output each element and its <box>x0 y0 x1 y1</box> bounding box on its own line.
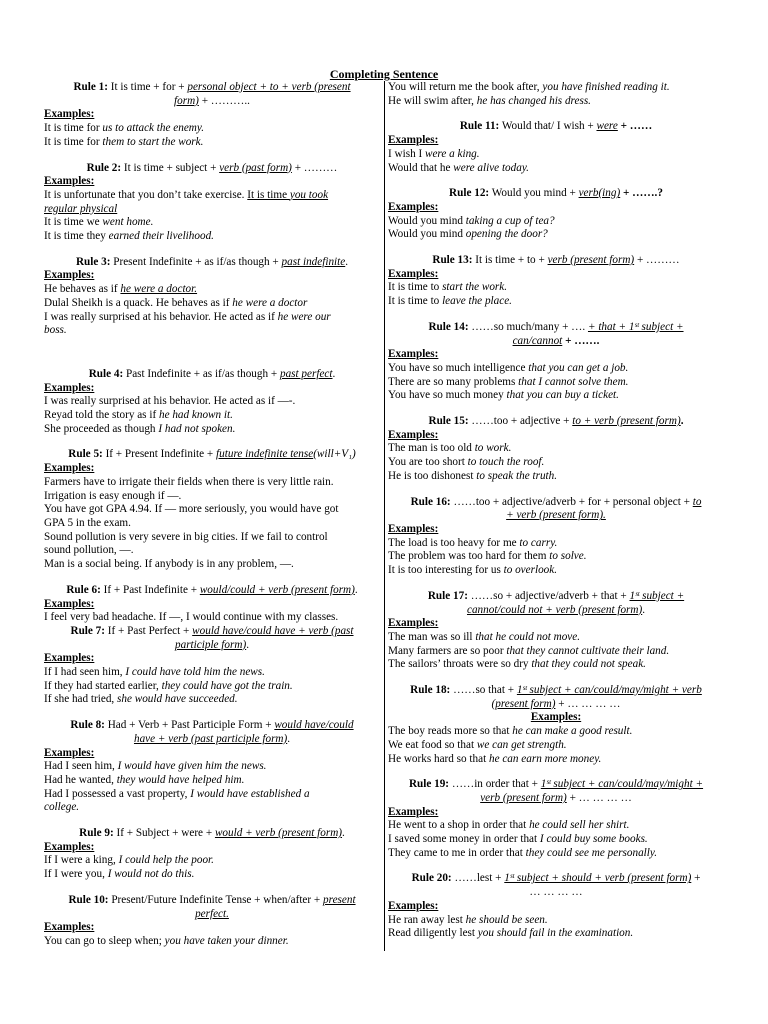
example-line: I wish I were a king. <box>388 147 480 160</box>
example-line: Sound pollution is very severe in big cities. If we fail to control sound pollution, —. <box>44 530 328 557</box>
example-line: They came to me in order that they could see me personally. <box>388 846 658 859</box>
examples-label: Examples: <box>44 381 95 394</box>
example-line: Reyad told the story as if he had known it. <box>44 409 233 422</box>
rule-18 <box>388 684 724 766</box>
example-line: It is unfortunate that you don’t take exercise. It is time you took regular physical <box>44 188 329 215</box>
example-line: I was really surprised at his behavior. He acted as if he were our boss. <box>44 310 331 337</box>
example-line: If they had started earlier, they could have got the train. <box>44 679 293 692</box>
example-line: You have got GPA 4.94. If — more seriously, you would have got GPA 5 in the exam. <box>44 503 339 529</box>
example-line: Would that he were alive today. <box>388 161 529 174</box>
rule-3 <box>44 256 380 338</box>
rule-20 <box>388 872 724 941</box>
example-line: He is too dishonest to speak the truth. <box>388 469 558 482</box>
examples-label: Examples: <box>44 108 95 121</box>
example-line: He behaves as if he were a doctor. <box>44 283 198 296</box>
example-line: Dulal Sheikh is a quack. He behaves as if he were a doctor <box>44 296 308 309</box>
example-line: He will swim after, he has changed his dress. <box>388 94 591 107</box>
rule-heading: Rule 1: It is time + for + personal object + to + verb (present form) + ……….. <box>73 81 351 107</box>
examples-label: Examples: <box>388 348 439 361</box>
example-line: You are too short to touch the roof. <box>388 456 545 469</box>
example-line: I feel very bad headache. If —, I would continue with my classes. <box>44 611 339 624</box>
rule-14 <box>388 321 724 403</box>
example-line: The man was so ill that he could not move. <box>388 630 581 643</box>
rule-heading: Rule 18: ……so that + 1ˢᵗ subject + can/could/may/might + verb (present form) + … … … … <box>410 684 702 710</box>
example-line: He works hard so that he can earn more money. <box>388 752 602 765</box>
examples-label: Examples: <box>44 652 95 665</box>
page-title: Completing Sentence <box>329 67 439 81</box>
example-line: Would you mind opening the door? <box>388 228 548 241</box>
rule-heading: Rule 13: It is time + to + verb (present form) + ……… <box>432 254 680 267</box>
example-line: He went to a shop in order that he could sell her shirt. <box>388 819 630 832</box>
example-line: It is time for us to attack the enemy. <box>44 122 205 135</box>
examples-label: Examples: <box>388 522 439 535</box>
rule-heading: Rule 9: If + Subject + were + would + verb (present form). <box>79 827 345 840</box>
rule-15 <box>388 415 724 484</box>
example-line: It is time to leave the place. <box>388 295 512 308</box>
rule-2 <box>44 162 380 244</box>
rule-10-continued <box>388 81 724 108</box>
rule-heading: Rule 16: ……too + adjective/adverb + for + personal object + to + verb (present form). <box>410 495 702 522</box>
example-line: The sailors’ throats were so dry that they could not speak. <box>388 658 646 671</box>
example-line: The man is too old to work. <box>388 442 512 455</box>
rule-heading: Rule 2: It is time + subject + verb (past form) + ……… <box>86 161 338 174</box>
examples-label: Examples: <box>44 921 95 934</box>
rule-heading: Rule 7: If + Past Perfect + would have/could have + verb (past participle form). <box>70 624 354 651</box>
example-line: If I had seen him, I could have told him the news. <box>44 666 265 679</box>
rule-heading: Rule 8: Had + Verb + Past Participle Form + would have/could have + verb (past participle form). <box>70 719 354 745</box>
rule-heading: Rule 20: ……lest + 1ˢᵗ subject + should + verb (present form) + … … … … <box>411 872 701 899</box>
rule-11 <box>388 120 724 175</box>
rule-16 <box>388 496 724 578</box>
example-line: It is too interesting for us to overlook. <box>388 564 558 577</box>
example-line: Irrigation is easy enough if —. <box>44 489 182 502</box>
examples-label: Examples: <box>388 134 439 147</box>
example-line: He ran away lest he should be seen. <box>388 913 548 926</box>
example-line: We eat food so that we can get strength. <box>388 738 567 751</box>
example-line: You will return me the book after, you have finished reading it. <box>388 81 670 93</box>
examples-label: Examples: <box>44 597 95 610</box>
rule-4 <box>44 368 380 437</box>
rule-12 <box>388 187 724 242</box>
example-line: Had he wanted, they would have helped him. <box>44 773 245 786</box>
rule-heading: Rule 19: ……in order that + 1ˢᵗ subject + can/could/may/might + verb (present form) + … … … … <box>408 778 704 804</box>
rule-heading: Rule 15: ……too + adjective + to + verb (present form). <box>428 415 684 428</box>
examples-label: Examples: <box>388 200 439 213</box>
example-line: Man is a social being. If anybody is in any problem, —. <box>44 558 294 571</box>
examples-label: Examples: <box>388 428 439 441</box>
column-divider <box>384 81 385 951</box>
rule-heading: Rule 4: Past Indefinite + as if/as though + past perfect. <box>88 367 336 380</box>
examples-label: Examples: <box>44 840 95 853</box>
right-column <box>388 81 724 941</box>
examples-label: Examples: <box>44 269 95 282</box>
example-line: I was really surprised at his behavior. He acted as if —-. <box>44 395 296 408</box>
rule-10 <box>44 894 380 949</box>
example-line: If I were you, I would not do this. <box>44 868 195 881</box>
examples-label: Examples: <box>388 267 439 280</box>
rule-1 <box>44 81 380 150</box>
example-line: She proceeded as though I had not spoken. <box>44 422 236 435</box>
example-line: It is time we went home. <box>44 216 154 229</box>
rule-heading: Rule 14: ……so much/many + …. + that + 1ˢᵗ subject + can/cannot + ……. <box>428 320 684 347</box>
example-line: The problem was too hard for them to solve. <box>388 550 587 563</box>
example-line: Had I seen him, I would have given him the news. <box>44 760 267 773</box>
example-line: There are so many problems that I cannot solve them. <box>388 375 629 388</box>
rule-heading: Rule 10: Present/Future Indefinite Tense + when/after + present perfect. <box>68 893 356 920</box>
example-line: Read diligently lest you should fail in the examination. <box>388 927 634 940</box>
rule-heading: Rule 11: Would that/ I wish + were + …… <box>459 120 653 133</box>
examples-label: Examples: <box>388 899 439 912</box>
rule-7 <box>44 625 380 707</box>
examples-label: Examples: <box>530 711 582 724</box>
example-line: You have so much intelligence that you can get a job. <box>388 361 629 374</box>
rule-6 <box>44 584 380 625</box>
example-line: Had I possessed a vast property, I would have established a college. <box>44 787 310 814</box>
left-column <box>44 81 380 949</box>
example-line: It is time to start the work. <box>388 281 508 294</box>
example-line: If she had tried, she would have succeeded. <box>44 693 238 706</box>
rule-13 <box>388 254 724 309</box>
rule-heading: Rule 6: If + Past Indefinite + would/could + verb (present form). <box>66 583 358 596</box>
example-line: It is time they earned their livelihood. <box>44 230 214 243</box>
rule-heading: Rule 5: If + Present Indefinite + future indefinite tense(will+V₁) <box>68 448 356 461</box>
examples-label: Examples: <box>44 462 95 475</box>
example-line: The load is too heavy for me to carry. <box>388 536 558 549</box>
example-line: Many farmers are so poor that they cannot cultivate their land. <box>388 644 670 657</box>
example-line: You have so much money that you can buy a ticket. <box>388 389 619 402</box>
example-line: I saved some money in order that I could buy some books. <box>388 833 648 846</box>
examples-label: Examples: <box>44 175 95 188</box>
rule-heading: Rule 17: ……so + adjective/adverb + that + 1ˢᵗ subject + cannot/could not + verb (present form). <box>427 589 685 616</box>
example-line: The boy reads more so that he can make a good result. <box>388 725 633 738</box>
example-line: If I were a king, I could help the poor. <box>44 854 214 867</box>
rule-17 <box>388 590 724 672</box>
rule-9 <box>44 827 380 882</box>
examples-label: Examples: <box>388 805 439 818</box>
examples-label: Examples: <box>44 746 95 759</box>
examples-label: Examples: <box>388 617 439 630</box>
example-line: It is time for them to start the work. <box>44 135 204 148</box>
example-line: Would you mind taking a cup of tea? <box>388 214 555 227</box>
example-line: You can go to sleep when; you have taken your dinner. <box>44 934 289 947</box>
rule-heading: Rule 12: Would you mind + verb(ing) + …….? <box>449 187 663 200</box>
rule-19 <box>388 778 724 860</box>
rule-8 <box>44 719 380 815</box>
example-line: Farmers have to irrigate their fields when there is very little rain. <box>44 475 334 488</box>
rule-5 <box>44 448 380 571</box>
rule-heading: Rule 3: Present Indefinite + as if/as though + past indefinite. <box>75 255 349 268</box>
